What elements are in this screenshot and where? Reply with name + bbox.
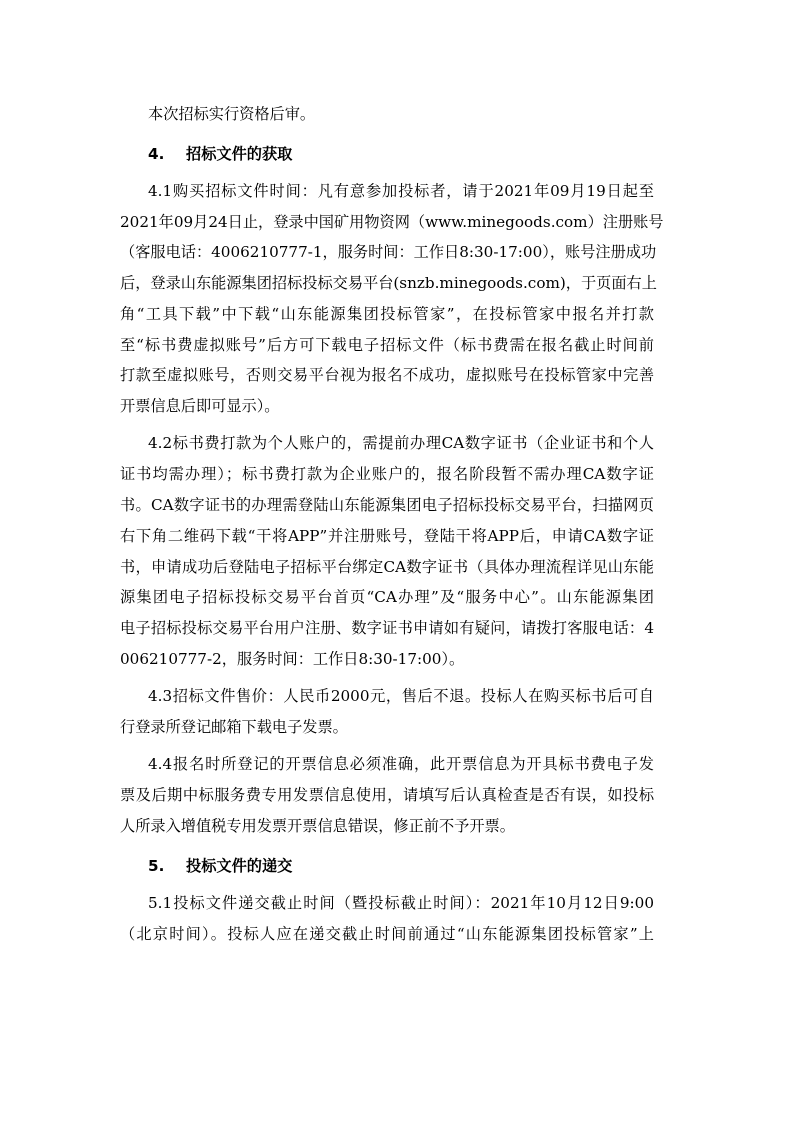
paragraph-line: 行登录所登记邮箱下载电子发票。 bbox=[120, 718, 348, 736]
paragraph-line: 2021年09月24日止，登录中国矿用物资网（www.minegoods.com）注册账号 bbox=[120, 213, 664, 231]
paragraph-line: 后，登录山东能源集团招标投标交易平台(snzb.minegoods.com)，于页面右上 bbox=[120, 274, 657, 292]
section-4-heading bbox=[148, 144, 292, 164]
paragraph-line: 票及后期中标服务费专用发票信息使用，请填写后认真检查是否有误，如投标 bbox=[120, 786, 654, 804]
paragraph-line: （客服电话：4006210777-1，服务时间：工作日8:30-17:00），账号注册成功 bbox=[120, 243, 657, 261]
paragraph-line: （北京时间）。投标人应在递交截止时间前通过“山东能源集团投标管家”上 bbox=[120, 925, 654, 943]
paragraph-line: 人所录入增值税专用发票开票信息错误，修正前不予开票。 bbox=[120, 817, 515, 835]
paragraph-line: 006210777-2，服务时间：工作日8:30-17:00）。 bbox=[120, 650, 465, 668]
paragraph-line: 开票信息后即可显示）。 bbox=[120, 397, 280, 415]
paragraph-line: 4.2标书费打款为个人账户的，需提前办理CA数字证书（企业证书和个人 bbox=[148, 434, 654, 452]
section-5-heading bbox=[148, 856, 292, 876]
paragraph-line: 角“工具下载”中下载“山东能源集团投标管家”，在投标管家中报名并打款 bbox=[120, 305, 654, 323]
paragraph-line: 电子招标投标交易平台用户注册、数字证书申请如有疑问，请拨打客服电话：4 bbox=[120, 619, 654, 637]
paragraph-line: 证书均需办理）；标书费打款为企业账户的，报名阶段暂不需办理CA数字证 bbox=[120, 465, 654, 483]
paragraph-line: 至“标书费虚拟账号”后方可下载电子招标文件（标书费需在报名截止时间前 bbox=[120, 336, 654, 354]
intro-text: 本次招标实行资格后审。 bbox=[148, 105, 316, 123]
paragraph-line: 打款至虚拟账号，否则交易平台视为报名不成功，虚拟账号在投标管家中完善 bbox=[120, 366, 654, 384]
paragraph-line: 右下角二维码下载“干将APP”并注册账号，登陆干将APP后，申请CA数字证 bbox=[120, 527, 654, 545]
paragraph-line: 书。CA数字证书的办理需登陆山东能源集团电子招标投标交易平台，扫描网页 bbox=[120, 496, 654, 514]
paragraph-line: 4.4报名时所登记的开票信息必须准确，此开票信息为开具标书费电子发 bbox=[148, 755, 654, 773]
section-4-number: 4. bbox=[148, 145, 165, 163]
paragraph-line: 5.1投标文件递交截止时间（暨投标截止时间）：2021年10月12日9:00 bbox=[148, 894, 654, 912]
paragraph-line: 4.3招标文件售价：人民币2000元，售后不退。投标人在购买标书后可自 bbox=[148, 687, 654, 705]
section-5-title: 投标文件的递交 bbox=[186, 857, 293, 875]
section-5-number: 5. bbox=[148, 857, 165, 875]
paragraph-line: 源集团电子招标投标交易平台首页“CA办理”及“服务中心”。山东能源集团 bbox=[120, 588, 654, 606]
paragraph-line: 书，申请成功后登陆电子招标平台绑定CA数字证书（具体办理流程详见山东能 bbox=[120, 558, 654, 576]
paragraph-line: 4.1购买招标文件时间：凡有意参加投标者，请于2021年09月19日起至 bbox=[148, 182, 654, 200]
section-4-title: 招标文件的获取 bbox=[186, 145, 293, 163]
